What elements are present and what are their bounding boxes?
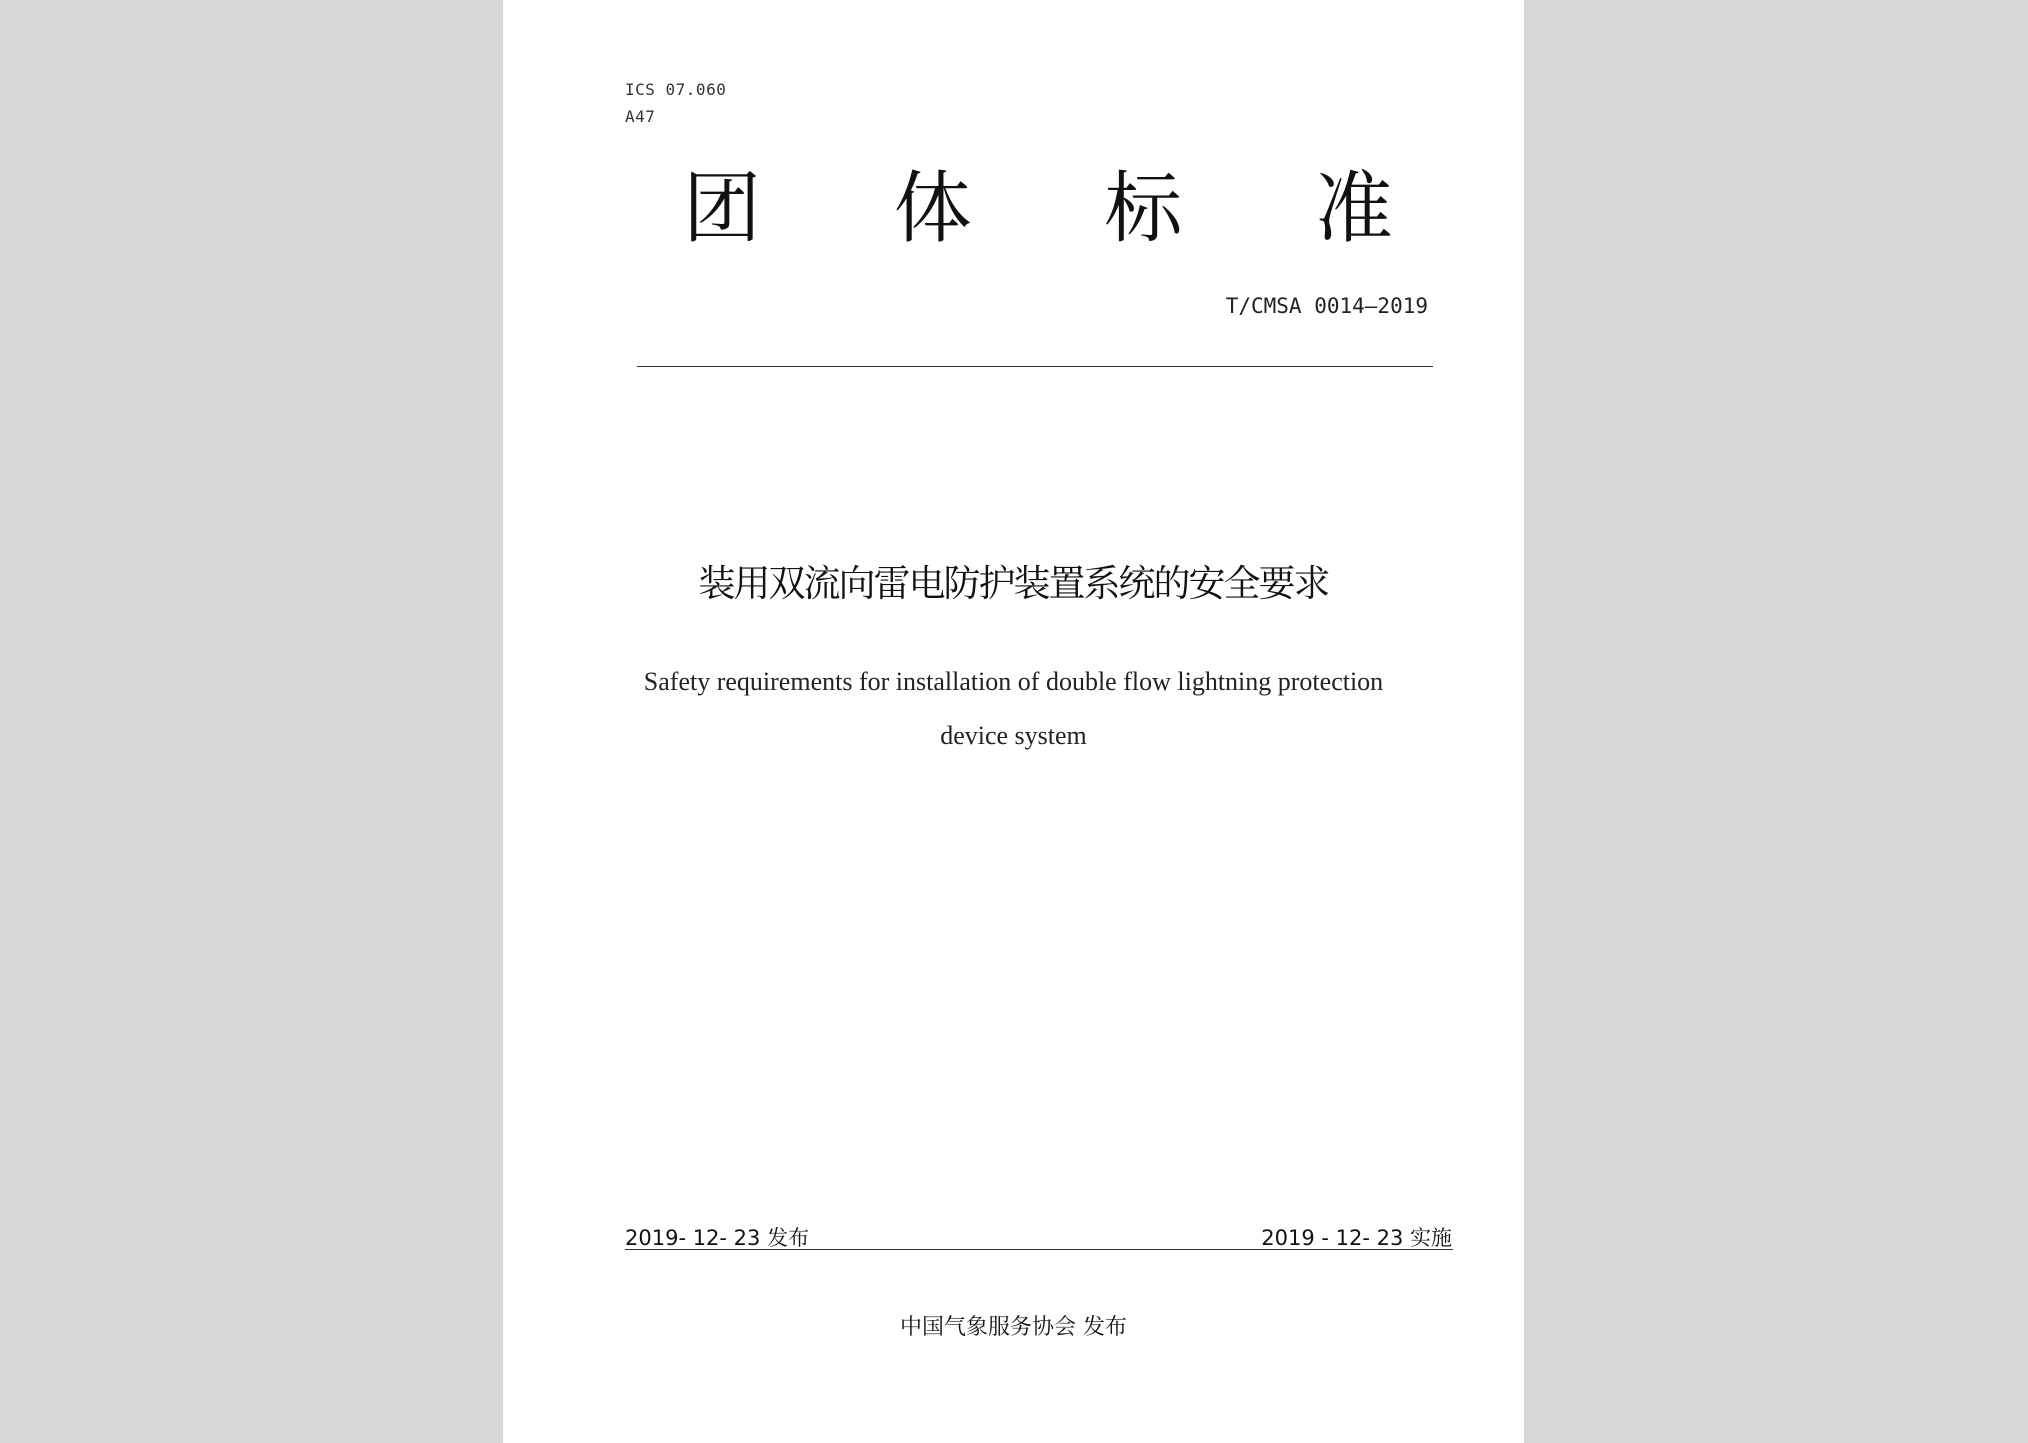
title-english-line-2: device system bbox=[940, 721, 1087, 750]
issue-date: 2019- 12- 23 发布 bbox=[625, 1226, 810, 1250]
standard-type-heading bbox=[683, 164, 1393, 254]
standard-type-char-4: 准 bbox=[1314, 164, 1393, 254]
standard-type-char-2: 体 bbox=[893, 164, 972, 254]
bottom-divider bbox=[625, 1249, 1453, 1250]
classification-code: A47 bbox=[625, 107, 656, 126]
standard-type-char-3: 标 bbox=[1104, 164, 1183, 254]
publisher: 中国气象服务协会 发布 bbox=[900, 1315, 1127, 1340]
top-divider bbox=[637, 366, 1433, 367]
ics-code: ICS 07.060 bbox=[625, 80, 727, 99]
title-english-line-1: Safety requirements for installation of double flow lightning protection bbox=[643, 667, 1384, 696]
title-chinese: 装用双流向雷电防护装置系统的安全要求 bbox=[698, 562, 1329, 605]
implementation-date: 2019 - 12- 23 实施 bbox=[1261, 1226, 1452, 1250]
standard-type-char-1: 团 bbox=[683, 164, 762, 254]
standard-code: T/CMSA 0014—2019 bbox=[1225, 294, 1428, 318]
document-page bbox=[503, 0, 1524, 1443]
